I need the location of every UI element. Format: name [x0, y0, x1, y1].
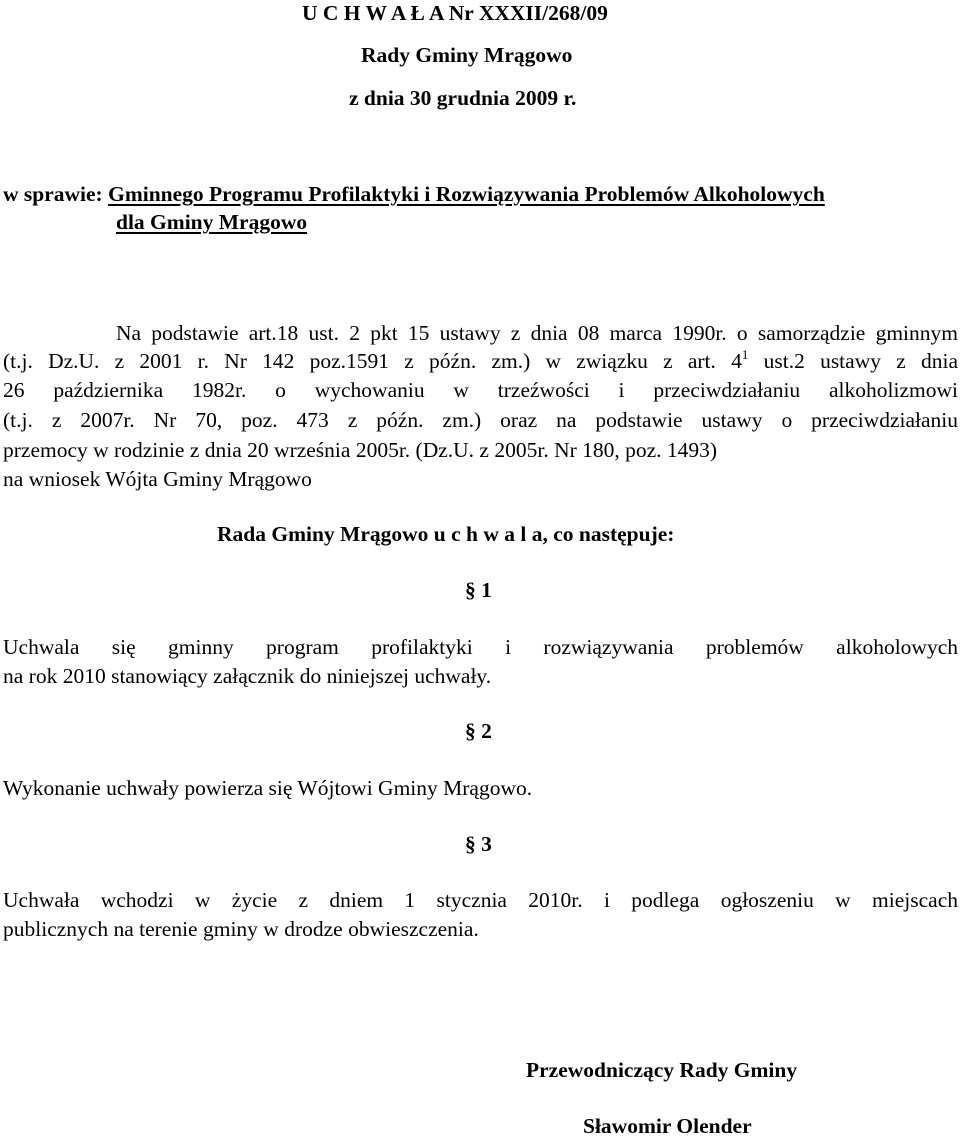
subject-title-part-2: dla Gminy Mrągowo	[116, 210, 308, 234]
section-1-text-line-1: Uchwala się gminny program profilaktyki i rozwiązywania problemów alkoholowych	[3, 635, 958, 659]
section-1-text-line-2: na rok 2010 stanowiący załącznik do niniejszej uchwały.	[3, 664, 492, 688]
preamble-line-6: na wniosek Wójta Gminy Mrągowo	[3, 467, 312, 491]
signature-name: Sławomir Olender	[583, 1114, 752, 1138]
section-2-text-line-1: Wykonanie uchwały powierza się Wójtowi Gminy Mrągowo.	[3, 776, 533, 800]
signature-role: Przewodniczący Rady Gminy	[526, 1058, 798, 1082]
subject-title-part-1: Gminnego Programu Profilaktyki i Rozwiązywania Problemów Alkoholowych	[108, 182, 825, 206]
preamble-line-1: Na podstawie art.18 ust. 2 pkt 15 ustawy z dnia 08 marca 1990r. o samorządzie gminnym	[116, 321, 958, 345]
preamble-line-4: (t.j. z 2007r. Nr 70, poz. 473 z późn. zm.) oraz na podstawie ustawy o przeciwdziałaniu	[3, 408, 958, 432]
preamble-line-2	[3, 347, 958, 373]
resolution-authority: Rady Gminy Mrągowo	[361, 43, 573, 67]
article-superscript: 1	[741, 347, 749, 362]
preamble-line-5: przemocy w rodzinie z dnia 20 września 2005r. (Dz.U. z 2005r. Nr 180, poz. 1493)	[3, 438, 718, 462]
resolution-title: U C H W A Ł A Nr XXXII/268/09	[302, 1, 608, 25]
preamble-line-2b: ust.2 ustawy z dnia	[748, 349, 958, 373]
section-3-text-line-2: publicznych na terenie gminy w drodze obwieszczenia.	[3, 917, 479, 941]
preamble-line-2a: (t.j. Dz.U. z 2001 r. Nr 142 poz.1591 z późn. zm.) w związku z art. 4	[3, 349, 742, 373]
resolves-heading: Rada Gminy Mrągowo u c h w a l a, co następuje:	[217, 522, 675, 546]
section-3-number: § 3	[465, 832, 492, 856]
section-3-text-line-1: Uchwała wchodzi w życie z dniem 1 stycznia 2010r. i podlega ogłoszeniu w miejscach	[3, 888, 958, 912]
resolution-date: z dnia 30 grudnia 2009 r.	[349, 86, 577, 110]
preamble-line-3: 26 października 1982r. o wychowaniu w trzeźwości i przeciwdziałaniu alkoholizmowi	[3, 378, 958, 402]
subject-line-1	[3, 184, 825, 206]
subject-prefix: w sprawie:	[3, 182, 103, 206]
section-2-number: § 2	[465, 719, 492, 743]
section-1-number: § 1	[465, 578, 492, 602]
